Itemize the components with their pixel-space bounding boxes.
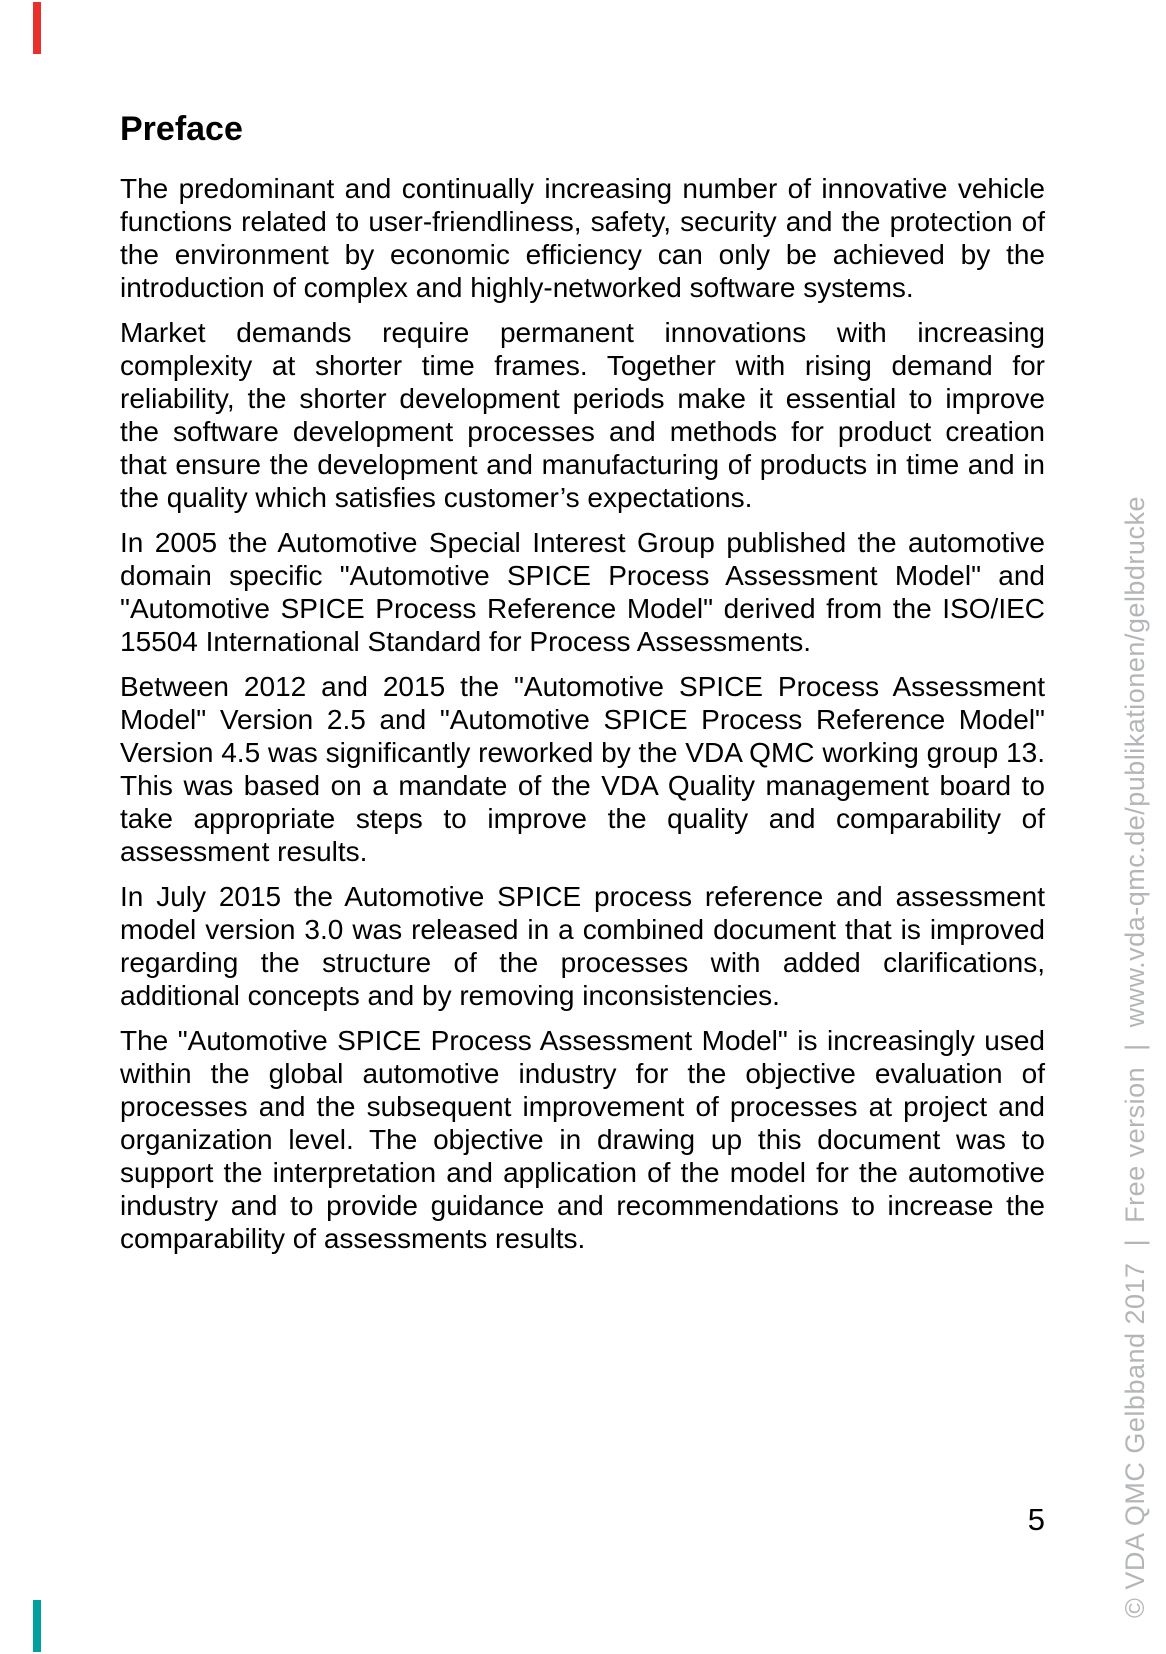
paragraph-3: In 2005 the Automotive Special Interest Group published the automotive domain specific "Automotive SPICE Process Assessment Model" and "Automotive SPICE Process Reference Model" derived from the ISO/IEC 15504 International Standard for Process Assessments.	[120, 527, 1045, 657]
print-mark-bottom	[33, 1600, 41, 1652]
paragraph-4: Between 2012 and 2015 the "Automotive SPICE Process Assessment Model" Version 2.5 and "Automotive SPICE Process Reference Model" Version 4.5 was significantly reworked by the VDA QMC working group 13. This was based on a mandate of the VDA Quality management board to take appropriate steps to improve the quality and comparability of assessment results.	[120, 671, 1045, 867]
paragraph-2: Market demands require permanent innovations with increasing complexity at shorter time frames. Together with rising demand for reliability, the shorter development periods make it essential to improve the software development processes and methods for product creation that ensure the development and manufacturing of products in time and in the quality which satisfies customer’s expectations.	[120, 317, 1045, 513]
page-content	[120, 108, 1045, 1267]
copyright-sidebar-text: © VDA QMC Gelbband 2017 | Free version | www.vda-qmc.de/publikationen/gelbdrucke	[1120, 496, 1150, 1618]
page-title: Preface	[120, 110, 243, 148]
paragraph-6: The "Automotive SPICE Process Assessment Model" is increasingly used within the global automotive industry for the objective evaluation of processes and the subsequent improvement of processes at project and organization level. The objective in drawing up this document was to support the interpretation and application of the model for the automotive industry and to provide guidance and recommendations to increase the comparability of assessments results.	[120, 1025, 1045, 1254]
paragraph-5: In July 2015 the Automotive SPICE process reference and assessment model version 3.0 was released in a combined document that is improved regarding the structure of the processes with added clarifications, additional concepts and by removing inconsistencies.	[120, 881, 1045, 1011]
paragraph-1: The predominant and continually increasing number of innovative vehicle functions related to user-friendliness, safety, security and the protection of the environment by economic efficiency can only be achieved by the introduction of complex and highly-networked software systems.	[120, 173, 1045, 303]
print-mark-top	[33, 2, 41, 54]
page-number: 5	[1027, 1502, 1045, 1537]
